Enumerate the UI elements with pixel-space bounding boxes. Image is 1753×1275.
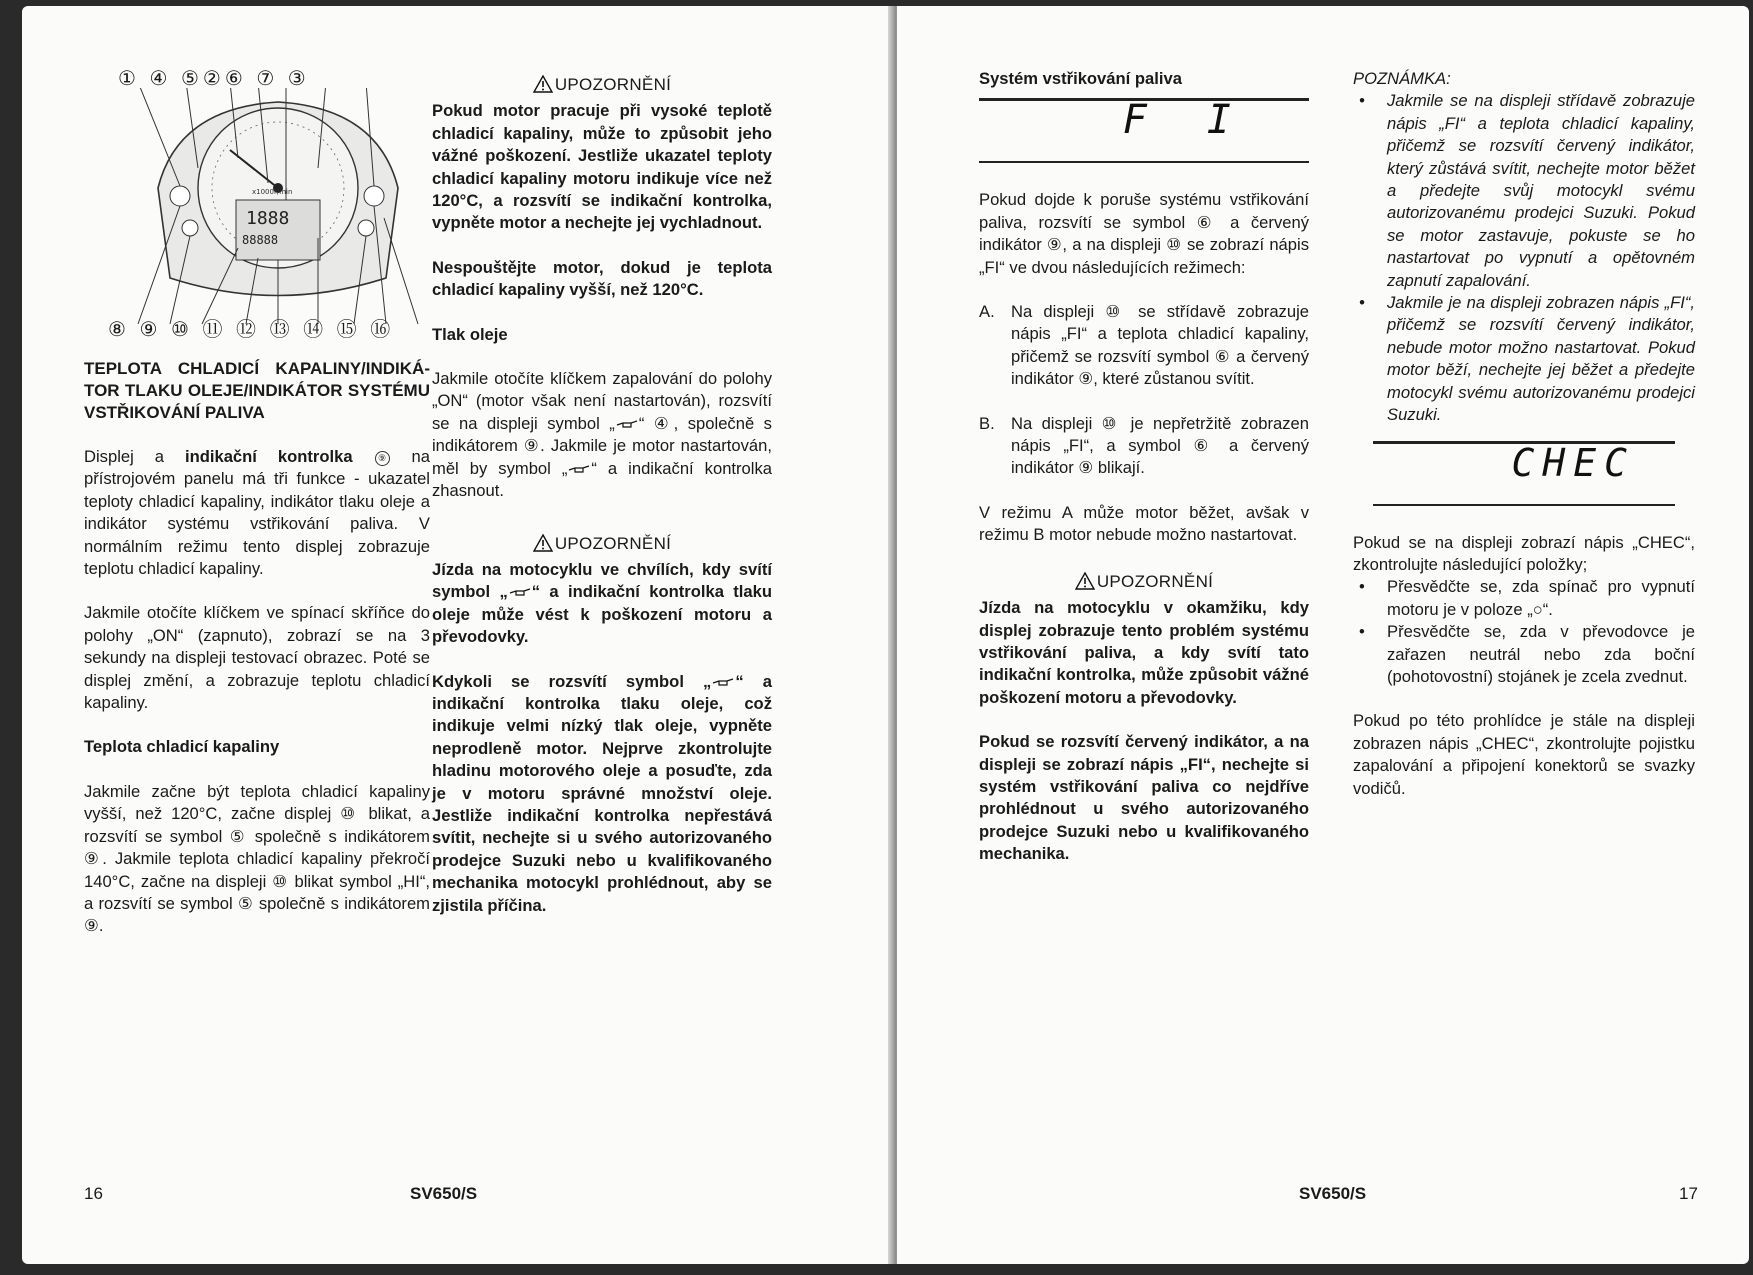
right-page	[897, 6, 1749, 1264]
oil-can-icon	[567, 464, 591, 474]
note-title: POZNÁMKA:	[1353, 69, 1451, 88]
fuel-injection-heading: Systém vstřikování paliva	[979, 69, 1182, 88]
gauge-digit-display: 1888	[246, 208, 290, 229]
warning-2-text-2: Kdykoli se rozsvítí symbol „ “ a indikační kontrolka tlaku oleje, což indikuje velmi nízký tlak oleje, vypněte neprodleně motor. Nejprve zkontrolujte hladinu motorového oleje a posuďte, zda je v motoru správné množství oleje. Jestliže indikační kontrolka nepřestává svítit, nechejte si u svého autorizovaného prodejce Suzuki nebo u kvalifikovaného mechanika motocykl prohlédnout, aby se zjistila příčina.	[432, 671, 772, 915]
section-heading-coolant: TEPLOTA CHLADICÍ KAPALINY/INDIKÁ-TOR TLAKU OLEJE/INDIKÁTOR SYSTÉMU VSTŘIKOVÁNÍ PALIVA	[84, 359, 430, 422]
gauge-cluster-illustration	[118, 88, 438, 328]
fi-intro-paragraph: Pokud dojde k poruše systému vstřikování paliva, rozsvítí se symbol ⑥ a červený indikátor ⑨, a na displeji ⑩ se zobrazí nápis „FI“ ve dvou následujících režimech:	[979, 190, 1309, 277]
warning-1-text-2: Nespouštějte motor, dokud je teplota chladicí kapaliny vyšší, než 120°C.	[432, 257, 772, 300]
check-item-2: • Přesvědčte se, zda v převodovce je zařazen neutrál nebo zda boční (pohotovostní) stojánek je zcela zvednut.	[1353, 621, 1695, 688]
right-page-number: 17	[1679, 1184, 1698, 1203]
chec-intro-paragraph: Pokud se na displeji zobrazí nápis „CHEC“, zkontrolujte následující položky;	[1353, 532, 1695, 574]
test-pattern-paragraph: Jakmile otočíte klíčkem ve spínací skříňce do polohy „ON“ (zapnuto), zobrazí se na 3 sekundy na displeji testovací obrazec. Poté se displej změní, a zobrazuje teplotu chladicí kapaliny.	[84, 603, 430, 713]
warning-triangle-icon	[533, 534, 553, 552]
oil-can-icon	[615, 419, 639, 429]
left-page	[22, 6, 892, 1264]
mode-summary-paragraph: V režimu A může motor běžet, avšak v režimu B motor nebude možno nastartovat.	[979, 502, 1309, 545]
check-item-1: • Přesvědčte se, zda spínač pro vypnutí motoru je v poloze „○“.	[1353, 576, 1695, 621]
chec-lcd-display: CHEC	[1373, 441, 1675, 506]
warning-triangle-icon	[1075, 572, 1095, 590]
diagram-bottom-callouts: ⑧ ⑨ ⑩ ⑪ ⑫ ⑬ ⑭ ⑮ ⑯	[108, 319, 395, 341]
right-model-label: SV650/S	[1299, 1184, 1367, 1203]
diagram-top-callouts: ① ④ ⑤②⑥ ⑦ ③	[118, 68, 310, 90]
mode-a-item: A. Na displeji ⑩ se střídavě zobrazuje nápis „FI“ a teplota chladicí kapaliny, přičemž se rozsvítí symbol ⑥ a červený indikátor ⑨, které zůstanou svítit.	[979, 302, 1309, 389]
chec-final-paragraph: Pokud po této prohlídce je stále na displeji zobrazen nápis „CHEC“, zkontrolujte pojistku zapalování a připojení konektorů se svazky vodičů.	[1353, 711, 1695, 798]
warning-triangle-icon	[533, 75, 553, 93]
gauge-rpm-label: x1000r/min	[252, 188, 293, 196]
oil-can-icon	[711, 677, 735, 687]
warning-2-text: Jízda na motocyklu ve chvílích, kdy svítí symbol „ “ a indikační kontrolka tlaku oleje může vést k poškození motoru a převodovky.	[432, 559, 772, 647]
instrument-diagram	[108, 58, 438, 348]
warning-title-3: UPOZORNĚNÍ	[979, 571, 1309, 593]
fi-modes-list	[979, 301, 1309, 480]
note-bullet-1: • Jakmile se na displeji střídavě zobrazuje nápis „FI“ a teplota chladicí kapaliny, přičemž se rozsvítí červený indikátor, který zůstává svítit, nechejte motor běžet a předejte svůj motocykl svému autorizovanému prodejci Suzuki. Pokud se motor zastavuje, pokuste se ho nastartovat po vypnutí a opětovném zapnutí zapalování.	[1353, 90, 1695, 292]
display-intro-paragraph: Displej a indikační kontrolka ⑨ na přístrojovém panelu má tři funkce - ukazatel teploty chladicí kapaliny, indikátor tlaku oleje a indikátor systému vstřikování paliva. V normálním režimu tento displej zobrazuje teplotu chladicí kapaliny.	[84, 447, 430, 579]
warning-3-text: Jízda na motocyklu v okamžiku, kdy displej zobrazuje tento problém systému vstřikování paliva, a kdy svítí tato indikační kontrolka, může způsobit vážné poškození motoru a převodovky.	[979, 598, 1309, 707]
left-column	[84, 358, 430, 960]
right-column-2	[1353, 68, 1695, 822]
oil-pressure-subheading: Tlak oleje	[432, 324, 508, 344]
coolant-temp-subheading: Teplota chladicí kapaliny	[84, 737, 280, 757]
right-column-1	[979, 68, 1309, 888]
coolant-temp-paragraph: Jakmile začne být teplota chladicí kapaliny vyšší, než 120°C, začne displej ⑩ blikat, a rozsvítí se symbol ⑤ společně s indikátorem ⑨. Jakmile teplota chladicí kapaliny překročí 140°C, začne na displeji ⑩ blikat symbol „HI“, a rozsvítí se symbol ⑤ společně s indikátorem ⑨.	[84, 781, 430, 936]
warning-3-text-2: Pokud se rozsvítí červený indikátor, a na displeji se zobrazí nápis „FI“, nechejte si systém vstřikování paliva co nejdříve prohlédnout u svého autorizovaného prodejce Suzuki nebo u kvalifikovaného mechanika.	[979, 732, 1309, 864]
warning-title-2: UPOZORNĚNÍ	[432, 533, 772, 555]
note-bullet-2: • Jakmile je na displeji zobrazen nápis „FI“, přičemž se rozsvítí červený indikátor, nebude motor možno nastartovat. Pokud motor běží, nechejte jej běžet a předejte motocykl svému autorizovanému prodejci Suzuki.	[1353, 292, 1695, 426]
oil-can-icon	[508, 587, 532, 597]
chec-check-list	[1353, 576, 1695, 688]
middle-column	[432, 74, 772, 939]
warning-title-1: UPOZORNĚNÍ	[432, 74, 772, 96]
gauge-odo-display: 88888	[242, 233, 279, 247]
mode-b-item: B. Na displeji ⑩ je nepřetržitě zobrazen nápis „FI“, a symbol ⑥ a červený indikátor ⑨ blikají.	[979, 413, 1309, 478]
oil-pressure-paragraph: Jakmile otočíte klíčkem zapalování do polohy „ON“ (motor však není nastartován), rozsvítí se na displeji symbol „ “ ④, společně s indikátorem ⑨. Jakmile je motor nastartován, měl by symbol „ “ a indikační kontrolka zhasnout.	[432, 369, 772, 501]
fi-lcd-display: F I	[979, 98, 1309, 163]
left-model-label: SV650/S	[410, 1184, 478, 1203]
left-page-number: 16	[84, 1184, 103, 1203]
warning-1-text: Pokud motor pracuje při vysoké teplotě chladicí kapaliny, může to způsobit jeho vážné poškození. Jestliže ukazatel teploty chladicí kapaliny motoru indikuje více než 120°C, a rozsvítí se indikační kontrolka, vypněte motor a nechejte jej vychladnout.	[432, 101, 772, 233]
note-bullet-list	[1353, 90, 1695, 426]
